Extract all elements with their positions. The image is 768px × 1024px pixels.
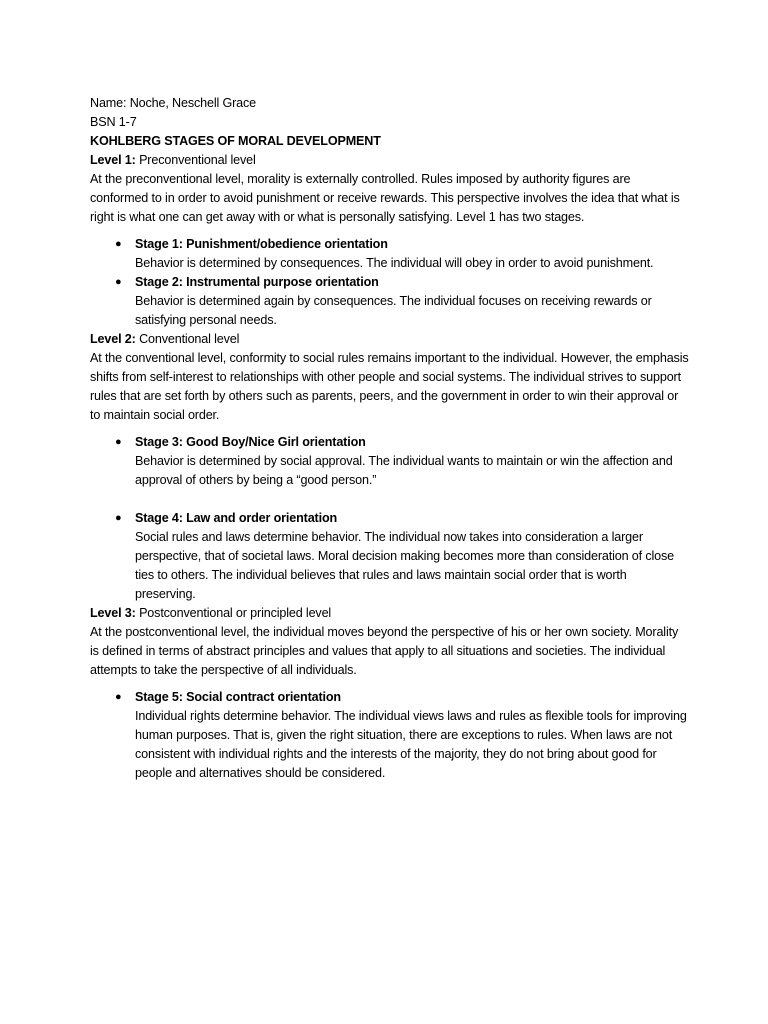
bullet-icon: ●	[115, 238, 122, 250]
student-section: BSN 1-7	[90, 115, 137, 129]
stage-title: Stage 3: Good Boy/Nice Girl orientation	[135, 435, 366, 449]
document-title: KOHLBERG STAGES OF MORAL DEVELOPMENT	[90, 134, 381, 148]
level-1-description: At the preconventional level, morality is externally controlled. Rules imposed by authority figures are conformed to in order to avoid punishment or receive rewards. This perspective involves the idea that what is right is what one can get away with or what is personally satisfying. Level 1 has two stages.	[90, 172, 680, 224]
stage-title: Stage 5: Social contract orientation	[135, 690, 341, 704]
level-2-stage-list	[90, 433, 690, 604]
level-1-name: Preconventional level	[139, 153, 256, 167]
level-1-label: Level 1:	[90, 153, 136, 167]
stage-description: Behavior is determined by social approval. The individual wants to maintain or win the affection and approval of others by being a “good person.”	[135, 454, 673, 487]
level-2-heading	[90, 330, 690, 349]
bullet-icon: ●	[115, 691, 122, 703]
stage-title: Stage 1: Punishment/obedience orientation	[135, 237, 388, 251]
bullet-icon: ●	[115, 436, 122, 448]
level-3-name: Postconventional or principled level	[139, 606, 332, 620]
stage-description: Behavior is determined again by consequences. The individual focuses on receiving rewards or satisfying personal needs.	[135, 294, 652, 327]
level-1-heading	[90, 151, 690, 170]
stage-description: Social rules and laws determine behavior. The individual now takes into consideration a larger perspective, that of societal laws. Moral decision making becomes more than consideration of close ties to others. The individual believes that rules and laws maintain social order that is worth preserving.	[135, 530, 675, 601]
stage-title: Stage 2: Instrumental purpose orientation	[135, 275, 379, 289]
level-2-name: Conventional level	[139, 332, 240, 346]
level-3-label: Level 3:	[90, 606, 136, 620]
stage-description: Behavior is determined by consequences. The individual will obey in order to avoid punishment.	[135, 256, 654, 270]
stage-item	[90, 688, 690, 783]
stage-item	[90, 433, 690, 490]
level-1-stage-list	[90, 235, 690, 330]
level-2-label: Level 2:	[90, 332, 136, 346]
document-page	[90, 94, 690, 783]
stage-description: Individual rights determine behavior. The individual views laws and rules as flexible tools for improving human purposes. That is, given the right situation, there are exceptions to rules. When laws are not consistent with individual rights and the interests of the majority, they do not bring about good for people and alternatives should be considered.	[135, 709, 687, 780]
level-2-description: At the conventional level, conformity to social rules remains important to the individual. However, the emphasis shifts from self-interest to relationships with other people and social systems. The individual strives to support rules that are set forth by others such as parents, peers, and the government in order to win their approval or to maintain social order.	[90, 351, 689, 422]
student-name: Name: Noche, Neschell Grace	[90, 96, 257, 110]
bullet-icon: ●	[115, 512, 122, 524]
stage-title: Stage 4: Law and order orientation	[135, 511, 338, 525]
level-3-heading	[90, 604, 690, 623]
stage-item	[90, 509, 690, 604]
stage-item	[90, 273, 690, 330]
level-3-description: At the postconventional level, the individual moves beyond the perspective of his or her own society. Morality is defined in terms of abstract principles and values that apply to all situations and societies. The individual attempts to take the perspective of all individuals.	[90, 625, 679, 677]
stage-item	[90, 235, 690, 273]
level-3-stage-list	[90, 688, 690, 783]
bullet-icon: ●	[115, 276, 122, 288]
